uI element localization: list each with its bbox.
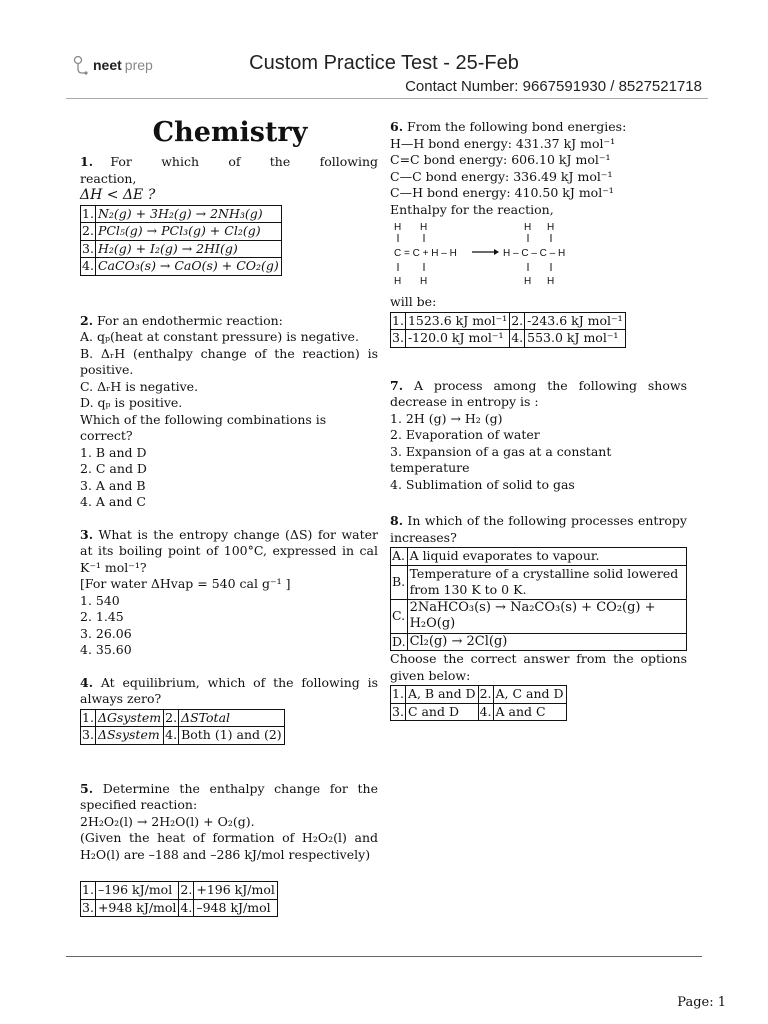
question-1-condition: ΔH < ΔE ? [80,187,156,203]
option-cell[interactable]: ΔGsystem [95,709,163,727]
option-cell[interactable]: –196 kJ/mol [95,882,178,900]
question-8-text: 8. In which of the following processes entropy increases? [390,513,687,545]
option-item[interactable]: 2. 1.45 [80,609,124,624]
question-1 [80,154,378,276]
question-8-options: 1. A, B and D 2. A, C and D 3. C and D 4. A and C [390,685,567,721]
question-5-given: (Given the heat of formation of H₂O₂(l) and H₂O(l) are –188 and –286 kJ/mol respectively) [80,830,378,862]
svg-text:H: H [547,222,555,233]
option-cell[interactable]: A and C [493,703,566,721]
option-cell[interactable]: A, B and D [405,686,478,704]
option-item[interactable]: 3. 26.06 [80,625,132,641]
option-cell[interactable]: +948 kJ/mol [95,899,178,917]
question-6-enthalpy-text: Enthalpy for the reaction, [390,201,554,217]
page-number: Page: 1 [677,995,726,1010]
footer-divider [66,956,702,957]
right-column [390,119,687,737]
option-item[interactable]: 2. C and D [80,461,147,476]
reaction-structure-diagram [390,220,590,292]
option-item[interactable]: 4. 35.60 [80,642,132,657]
option-item[interactable]: 3. Expansion of a gas at a constant temperature [390,443,612,475]
option-cell[interactable]: 553.0 kJ mol⁻¹ [525,330,626,348]
question-2-statement: D. qₚ is positive. [80,395,183,410]
option-row[interactable]: 3. H₂(g) + I₂(g) → 2HI(g) [81,240,282,258]
option-item[interactable]: 4. Sublimation of solid to gas [390,476,575,492]
question-1-number: 1. [80,154,94,169]
question-6-text: 6. From the following bond energies: [390,119,627,134]
option-cell[interactable]: 1523.6 kJ mol⁻¹ [405,312,509,330]
option-cell[interactable]: +196 kJ/mol [194,882,277,900]
option-item[interactable]: 1. B and D [80,444,147,460]
header-divider [66,98,708,99]
question-6-options: 1. 1523.6 kJ mol⁻¹ 2. -243.6 kJ mol⁻¹ 3. -120.0 kJ mol⁻¹ 4. 553.0 kJ mol⁻¹ [390,312,626,348]
question-8 [390,513,687,721]
svg-text:H: H [547,276,555,287]
logo-text-neet: neet [93,57,122,73]
question-4 [80,675,378,745]
question-3-text: 3. What is the entropy change (ΔS) for water at its boiling point of 100°C, expressed in cal K⁻¹ mol⁻¹? [80,526,378,575]
option-item[interactable]: 4. A and C [80,494,146,509]
statement-cell: Cl₂(g) → 2Cl(g) [407,633,686,651]
question-2-statement: A. qₚ(heat at constant pressure) is negative. [80,329,359,344]
option-cell[interactable]: Both (1) and (2) [179,727,285,745]
svg-text:C = C + H – H: C = C + H – H [394,248,457,259]
question-8-choose: Choose the correct answer from the options given below: [390,651,687,683]
svg-text:H: H [524,222,532,233]
bond-energy-line: C—H bond energy: 410.50 kJ mol⁻¹ [390,185,614,200]
question-2 [80,313,378,511]
question-6 [390,119,687,348]
statement-cell: 2NaHCO₃(s) → Na₂CO₃(s) + CO₂(g) + H₂O(g) [407,599,686,633]
option-cell[interactable]: -120.0 kJ mol⁻¹ [405,330,509,348]
svg-text:H: H [420,222,428,233]
option-row[interactable]: 2. PCl₅(g) → PCl₃(g) + Cl₂(g) [81,223,282,241]
bond-energy-line: C=C bond energy: 606.10 kJ mol⁻¹ [390,152,611,167]
bond-energy-line: H—H bond energy: 431.37 kJ mol⁻¹ [390,135,616,151]
question-4-options: 1. ΔGsystem 2. ΔSTotal 3. ΔSsystem 4. Both (1) and (2) [80,709,285,745]
test-title: Custom Practice Test - 25-Feb [249,52,519,74]
option-item[interactable]: 3. A and B [80,477,146,493]
question-5-options: 1. –196 kJ/mol 2. +196 kJ/mol 3. +948 kJ/mol 4. –948 kJ/mol [80,881,278,917]
option-cell[interactable]: A, C and D [493,686,566,704]
option-item[interactable]: 1. 540 [80,592,120,608]
subject-title: Chemistry [152,117,308,148]
question-5 [80,781,378,918]
question-3 [80,527,378,659]
option-cell[interactable]: –948 kJ/mol [194,899,277,917]
question-1-text: 1. For which of the following reaction, [80,154,378,186]
question-4-text: 4. At equilibrium, which of the following is always zero? [80,674,378,706]
option-cell[interactable]: ΔSTotal [179,709,285,727]
option-row[interactable]: 4. CaCO₃(s) → CaO(s) + CO₂(g) [81,258,282,276]
svg-text:H – C – C – H: H – C – C – H [503,248,566,259]
option-item[interactable]: 1. 2H (g) → H₂ (g) [390,410,503,426]
svg-text:H: H [394,276,402,287]
question-5-text: 5. Determine the enthalpy change for the specified reaction: [80,780,378,812]
option-cell[interactable]: C and D [405,703,478,721]
question-6-will-be: will be: [390,294,437,309]
question-7-text: 7. A process among the following shows decrease in entropy is : [390,377,687,409]
bond-energy-line: C—C bond energy: 336.49 kJ mol⁻¹ [390,168,613,184]
option-cell[interactable]: -243.6 kJ mol⁻¹ [525,312,626,330]
question-2-statement: B. ΔᵣH (enthalpy change of the reaction) is positive. [80,345,378,377]
question-3-given: [For water ΔHvap = 540 cal g⁻¹ ] [80,576,291,591]
question-8-statements: A. A liquid evaporates to vapour. B. Temperature of a crystalline solid lowered from 130 K to 0 K. C. 2NaHCO₃(s) → Na₂CO₃(s) + CO₂(g) + H₂O(g) D. Cl₂(g) → 2Cl(g) [390,547,687,651]
question-2-prompt: Which of the following combinations is correct? [80,411,327,443]
svg-text:H: H [524,276,532,287]
left-column [80,154,378,933]
svg-text:H: H [394,222,402,233]
question-7 [390,378,687,494]
question-1-options [80,205,282,276]
question-2-statement: C. ΔᵣH is negative. [80,378,199,394]
statement-cell: A liquid evaporates to vapour. [407,548,686,566]
svg-text:H: H [420,276,428,287]
contact-number: Contact Number: 9667591930 / 8527521718 [405,78,702,95]
option-item[interactable]: 2. Evaporation of water [390,427,540,442]
option-row[interactable]: 1. N₂(g) + 3H₂(g) → 2NH₃(g) [81,205,282,223]
question-5-reaction: 2H₂O₂(l) → 2H₂O(l) + O₂(g). [80,813,255,829]
option-cell[interactable]: ΔSsystem [95,727,163,745]
statement-cell: Temperature of a crystalline solid lowered from 130 K to 0 K. [407,565,686,599]
logo-text-prep: prep [124,57,153,73]
question-2-text: 2. For an endothermic reaction: [80,312,283,328]
